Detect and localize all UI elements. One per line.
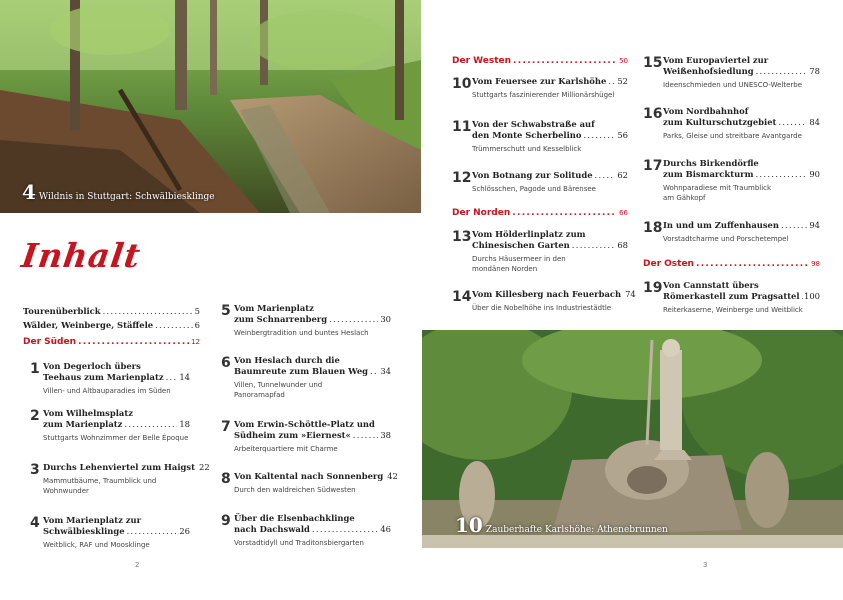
tour-description: Ideenschmieden und UNESCO-Welterbe [663,81,803,89]
tour-number: 1 [30,361,40,377]
tour-number: 14 [452,289,472,305]
tour-description: Über die Nobelhöhe ins Industriestädtle [472,304,612,312]
photo-caption-right [455,513,668,537]
tour-description: Trümmerschutt und Kesselblick [472,145,582,153]
tour-page: 22 [198,462,210,472]
tour-page: 30 [380,314,391,324]
tour-description: Arbeiterquartiere mit Charme [234,445,338,453]
section-norden[interactable]: Der Norden ..... 66 [452,208,628,218]
tour-title: In und um Zuffenhausen ..... 94 [663,220,820,231]
tour-page: 56 [617,130,628,140]
tour-title: Von der Schwabstraße auf [472,119,595,129]
tour-number: 8 [221,471,231,487]
tour-description: Stuttgarts faszinierender Millionärshügel [472,91,615,99]
tour-title: Von Degerloch übers [43,361,141,371]
tour-page: 62 [617,170,628,180]
section-sueden[interactable]: Der Süden ..... 12 [23,337,200,347]
tour-number: 4 [30,515,40,531]
tour-page: 34 [380,366,391,376]
tour-page: 90 [809,169,820,179]
tour-number: 19 [643,280,663,296]
tour-description: Villen- und Altbauparadies im Süden [43,387,171,395]
tour-page: 68 [617,240,628,250]
tour-description: Parks, Gleise und streitbare Avantgarde [663,132,802,140]
tour-description: Stuttgarts Wohnzimmer der Belle Époque [43,434,189,442]
tour-title: Vom Feuersee zur Karlshöhe ..... 52 [472,76,628,87]
tour-description: Vorstadtcharme und Porschetempel [663,235,789,243]
tour-description: Wohnparadiese mit Traumblick am Gähkopf [663,184,772,202]
tour-page: 26 [179,526,190,536]
toc-entry[interactable]: Wälder, Weinberge, Stäffele ..... 6 [23,320,200,330]
tour-description: Durchs Häusermeer in den mondänen Norden [472,255,566,273]
tour-description: Durch den waldreichen Südwesten [234,486,356,494]
section-osten[interactable]: Der Osten ..... 98 [643,259,820,269]
tour-title: den Monte Scherbelino ..... 56 [472,130,628,141]
tour-number: 18 [643,220,663,236]
tour-page: 18 [179,419,190,429]
tour-number: 6 [221,355,231,371]
tour-description: Weinbergtradition und buntes Heslach [234,329,369,337]
forest-path-photo [0,0,421,213]
tour-title: Römerkastell zum Pragsattel ..... 100 [663,291,820,302]
tour-number: 7 [221,419,231,435]
tour-number: 17 [643,158,663,174]
tour-title: Vom Nordbahnhof [663,106,749,116]
tour-number: 16 [643,106,663,122]
tour-title: Chinesischen Garten ..... 68 [472,240,628,251]
tour-title: Von Kaltental nach Sonnenberg 42 [234,471,398,481]
tour-description: Weitblick, RAF und Moosklinge [43,541,150,549]
tour-number: 10 [452,76,472,92]
tour-title: Von Heslach durch die [234,355,340,365]
tour-title: Vom Killesberg nach Feuerbach 74 [472,289,636,299]
tour-title: Schwälbiesklinge ..... 26 [43,526,190,537]
tour-title: Von Botnang zur Solitude ..... 62 [472,170,628,181]
tour-page: 84 [809,117,820,127]
tour-description: Villen, Tunnelwunder und Panoramapfad [234,381,323,399]
tour-page: 52 [617,76,628,86]
fountain-photo [422,330,843,548]
tour-page: 74 [625,289,636,299]
tour-page: 100 [804,291,820,301]
tour-number: 12 [452,170,472,186]
tour-title: Über die Elsenbachklinge [234,513,355,523]
tour-page: 42 [387,471,398,481]
tour-number: 3 [30,462,40,478]
tour-number: 2 [30,408,40,424]
tour-page: 78 [809,66,820,76]
caption-text: Zauberhafte Karlshöhe: Athenebrunnen [485,525,668,535]
caption-number: 10 [455,513,483,537]
tour-description: Vorstadtidyll und Traditonsbiergarten [234,539,364,547]
tour-title: Vom Hölderlinplatz zum [472,229,586,239]
tour-description: Reiterkaserne, Weinberge und Weitblick [663,306,803,314]
tour-title: Vom Marienplatz [234,303,314,313]
tour-title: Baumreute zum Blauen Weg ..... 34 [234,366,391,377]
tour-title: Weißenhofsiedlung ..... 78 [663,66,820,77]
tour-title: Vom Marienplatz zur [43,515,142,525]
tour-title: Vom Europaviertel zur [663,55,769,65]
tour-title: zum Schnarrenberg ..... 30 [234,314,391,325]
caption-text: Wildnis in Stuttgart: Schwälbiesklinge [38,192,215,202]
tour-number: 5 [221,303,231,319]
tour-page: 38 [380,430,391,440]
tour-title: Von Cannstatt übers [663,280,759,290]
tour-page: 94 [809,220,820,230]
tour-title: Südheim zum »Eiernest« ..... 38 [234,430,391,441]
contents-heading: Inhalt [19,236,144,275]
tour-number: 9 [221,513,231,529]
tour-title: zum Marienplatz ..... 18 [43,419,190,430]
tour-title: Durchs Lehenviertel zum Haigst 22 [43,462,210,472]
tour-title: Durchs Birkendörfle [663,158,759,168]
tour-number: 13 [452,229,472,245]
section-westen[interactable]: Der Westen ..... 50 [452,56,628,66]
photo-caption-left [22,180,215,204]
tour-description: Mammutbäume, Traumblick und Wohnwunder [43,477,157,495]
tour-number: 15 [643,55,663,71]
tour-page: 46 [380,524,391,534]
toc-entry[interactable]: Tourenüberblick ..... 5 [23,306,200,316]
tour-title: zum Kulturschutzgebiet ..... 84 [663,117,820,128]
page-number-left: 2 [135,561,140,569]
tour-title: Teehaus zum Marienplatz ..... 14 [43,372,190,383]
tour-title: Vom Wilhelmsplatz [43,408,133,418]
tour-title: nach Dachswald ..... 46 [234,524,391,535]
page-number-right: 3 [703,561,708,569]
tour-page: 14 [179,372,190,382]
tour-description: Schlösschen, Pagode und Bärensee [472,185,596,193]
caption-number: 4 [22,180,36,204]
tour-number: 11 [452,119,472,135]
tour-title: Vom Erwin-Schöttle-Platz und [234,419,375,429]
tour-title: zum Bismarckturm ..... 90 [663,169,820,180]
